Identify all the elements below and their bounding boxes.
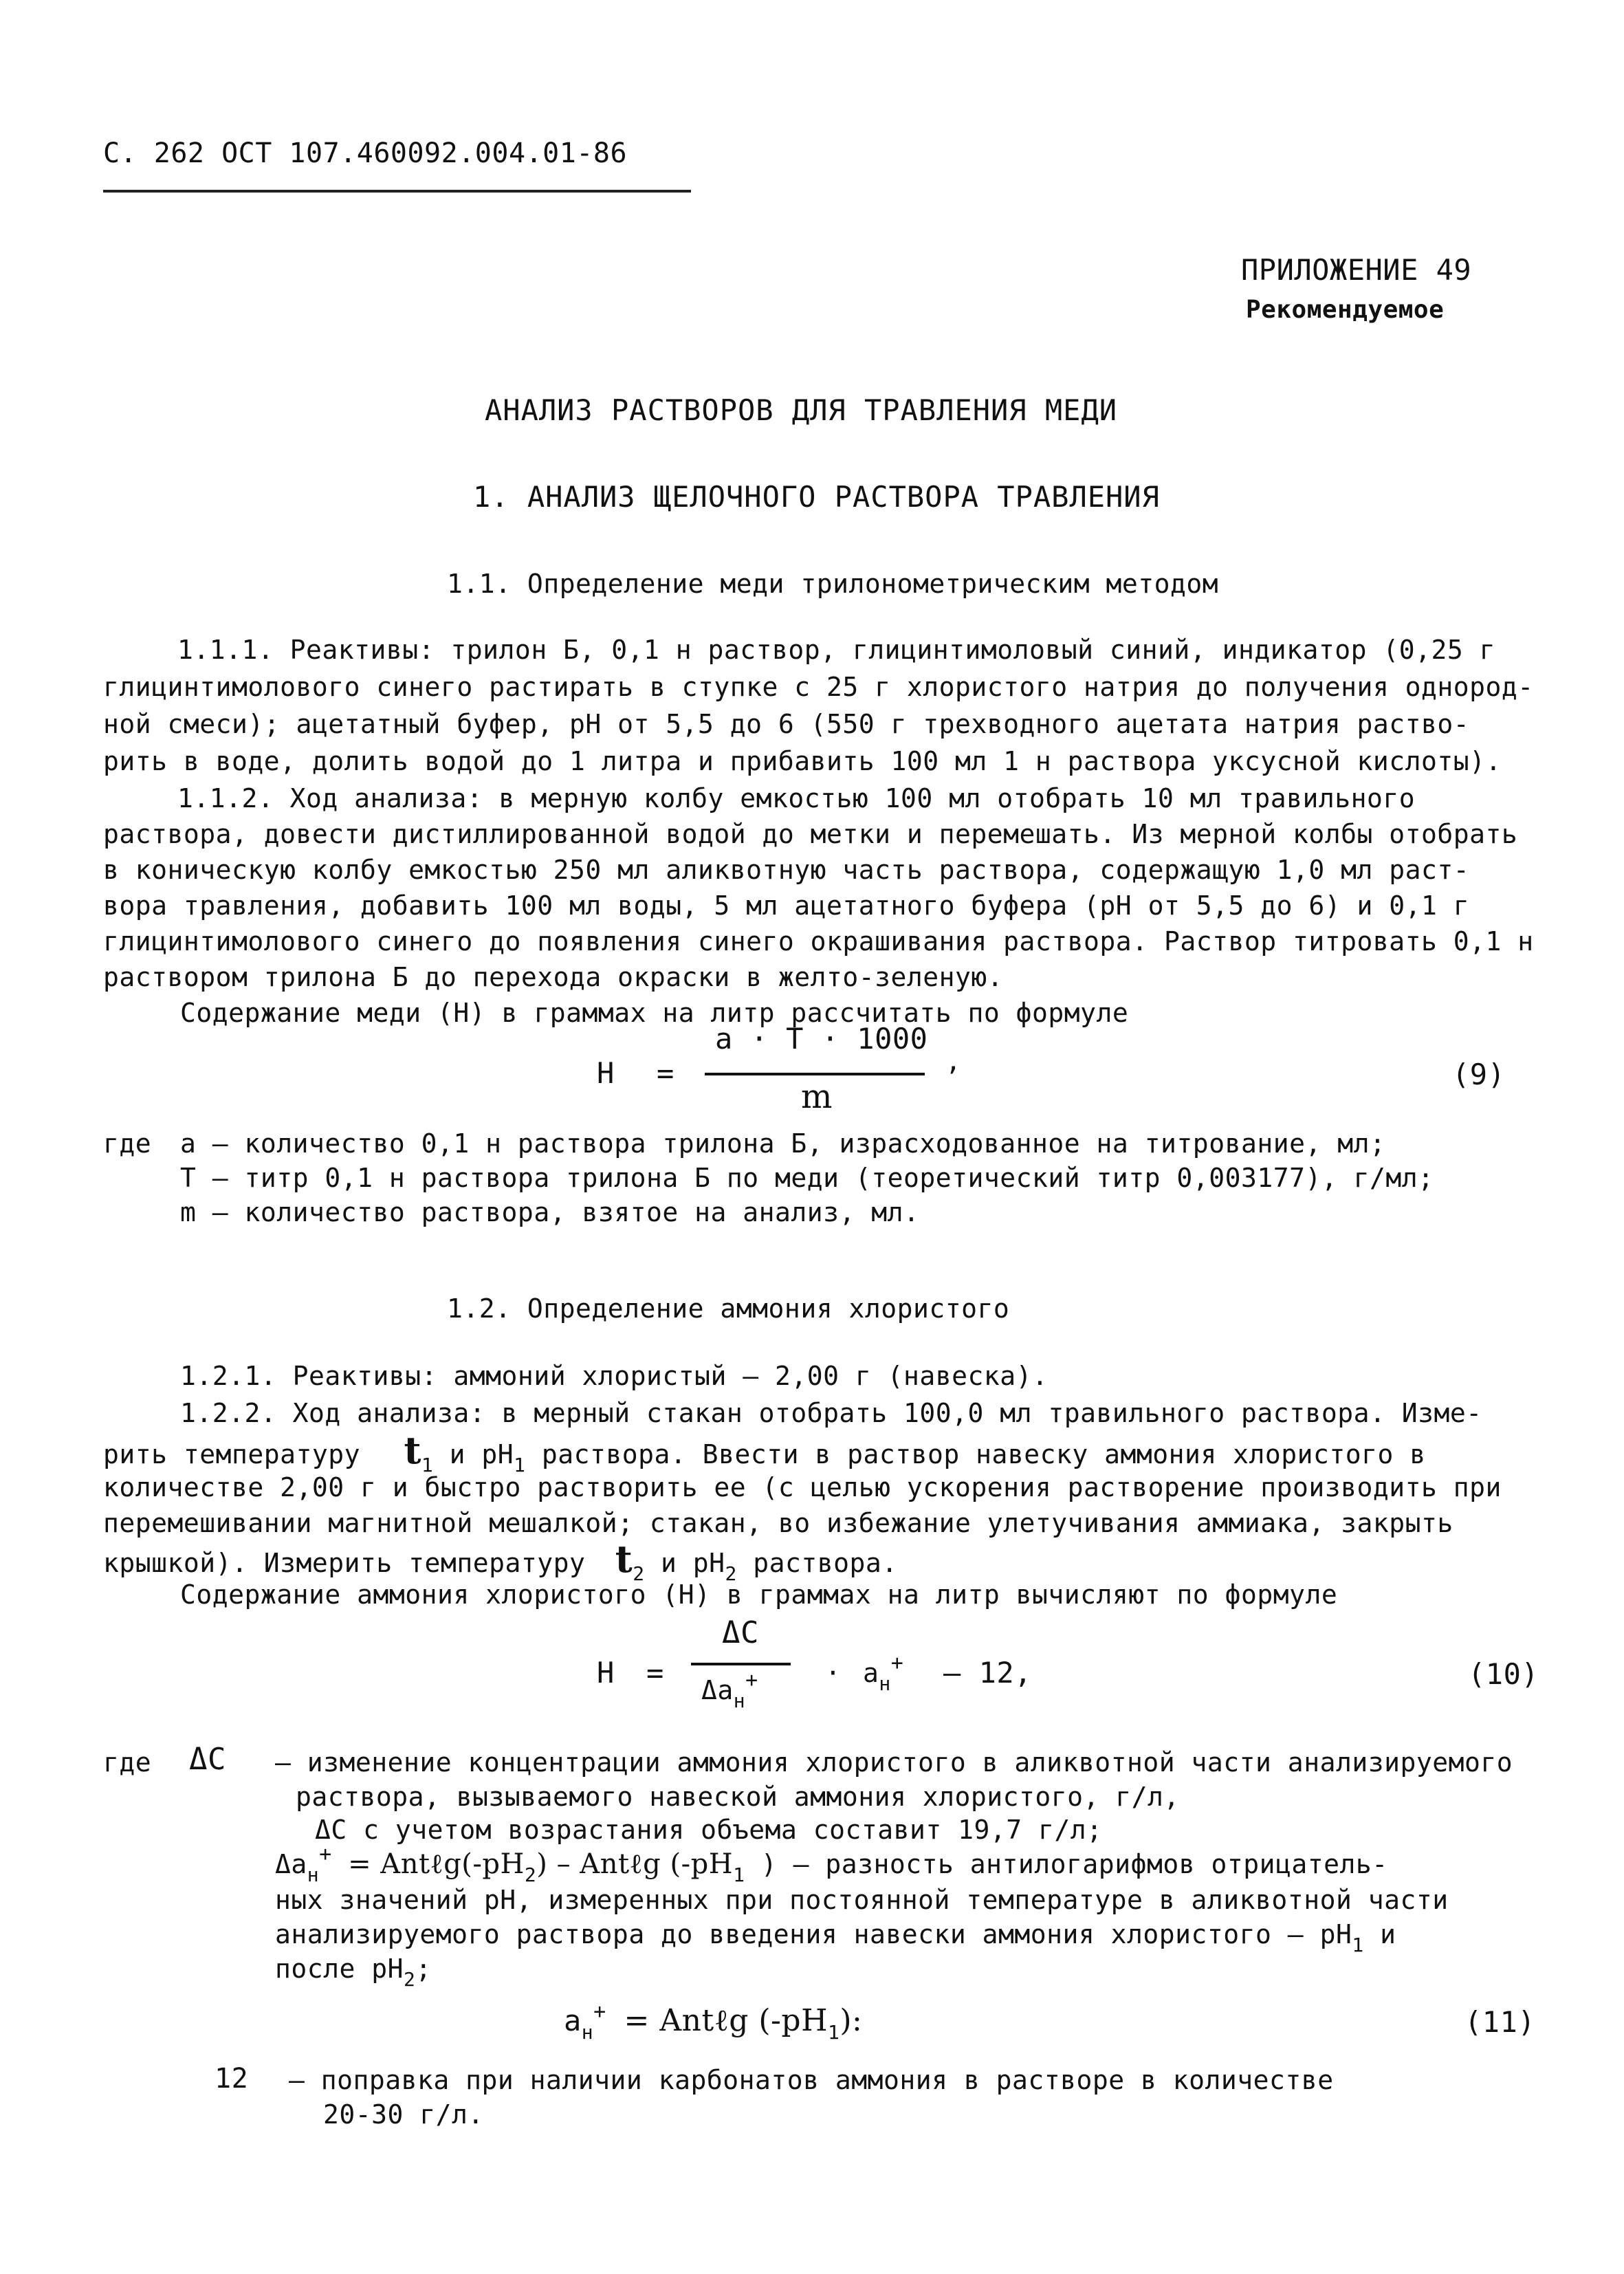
formula-9-numerator: a · T · 1000	[715, 1022, 928, 1056]
para-1-1-1-line: 1.1.1. Реактивы: трилон Б, 0,1 н раствор, глицинтимоловый синий, индикатор (0,25 г	[177, 635, 1495, 665]
page-header-code: С. 262 ОСТ 107.460092.004.01-86	[103, 138, 628, 169]
para-1-2-2-line: перемешивании магнитной мешалкой; стакан, во избежание улетучивания аммиака, закрыть	[103, 1508, 1453, 1538]
where-dc-symbol: ΔC	[189, 1742, 226, 1777]
formula-10-tail: – 12,	[943, 1656, 1032, 1690]
para-1-1-2-line: раствора, довести дистиллированной водой до метки и перемешать. Из мерной колбы отобрать	[103, 819, 1518, 849]
section-1-heading: 1. АНАЛИЗ ЩЕЛОЧНОГО РАСТВОРА ТРАВЛЕНИЯ	[473, 480, 1160, 514]
para-1-1-2-line: 1.1.2. Ход анализа: в мерную колбу емкостью 100 мл отобрать 10 мл травильного	[177, 783, 1416, 813]
where-da-line: анализируемого раствора до введения навески аммония хлористого – $pH_1$ и	[275, 1919, 1396, 1956]
para-1-1-2-line: глицинтимолового синего до появления синего окрашивания раствора. Раствор титровать 0,1 н	[103, 926, 1534, 956]
subsection-1-1-heading: 1.1. Определение меди трилонометрическим методом	[447, 569, 1219, 599]
para-1-1-1-line: ной смеси); ацетатный буфер, pH от 5,5 до 6 (550 г трехводного ацетата натрия раство-	[103, 709, 1470, 739]
para-1-2-2-line: 1.2.2. Ход анализа: в мерный стакан отобрать 100,0 мл травильного раствора. Изме-	[180, 1398, 1482, 1428]
where-da-line: ных значений pH, измеренных при постоянной температуре в аликвотной части	[275, 1885, 1449, 1915]
formula-9-comma: ,	[945, 1046, 962, 1076]
where-dc-line: – изменение концентрации аммония хлористого в аликвотной части анализируемого	[275, 1747, 1513, 1778]
where-word: где	[103, 1128, 152, 1159]
formula-11-number: (11)	[1464, 2005, 1536, 2039]
where-dc-line: ΔC с учетом возрастания объема составит 19,7 г/л;	[315, 1815, 1103, 1845]
para-1-2-2-line: рить температуру $t_1$ и $pH_1$ раствора. Ввести в раствор навеску аммония хлористого в	[103, 1428, 1426, 1476]
correction-line: – поправка при наличии карбонатов аммония в растворе в количестве	[289, 2065, 1334, 2095]
formula-9-lhs: H	[597, 1056, 615, 1090]
formula-10-intro: Содержание аммония хлористого (H) в граммах на литр вычисляют по формуле	[180, 1579, 1338, 1610]
para-1-2-2-line: количестве 2,00 г и быстро растворить ее (с целью ускорения растворение производить при	[103, 1472, 1502, 1502]
para-1-1-2-line: в коническую колбу емкостью 250 мл аликвотную часть раствора, содержащую 1,0 мл раст-	[103, 855, 1470, 885]
formula-9-denominator: m	[801, 1078, 833, 1116]
formula-10-dot: ·	[825, 1658, 842, 1688]
formula-10-numerator: ΔC	[722, 1615, 759, 1650]
formula-10-lhs: H	[597, 1656, 615, 1690]
document-title: АНАЛИЗ РАСТВОРОВ ДЛЯ ТРАВЛЕНИЯ МЕДИ	[485, 393, 1118, 427]
where-item-t: T – титр 0,1 н раствора трилона Б по меди (теоретический титр 0,003177), г/мл;	[180, 1163, 1434, 1193]
formula-11: $a_н^+$ = Antℓg $(-pH_1)$:	[564, 2000, 863, 2044]
where-da-line: после $pH_2$;	[275, 1954, 432, 1991]
formula-10-a: $a_н^+$	[863, 1651, 904, 1695]
where-item-a: a – количество 0,1 н раствора трилона Б, израсходованное на титрование, мл;	[180, 1128, 1386, 1159]
para-1-1-1-line: глицинтимолового синего растирать в ступке с 25 г хлористого натрия до получения однород-	[103, 672, 1534, 702]
appendix-label: ПРИЛОЖЕНИЕ 49	[1241, 253, 1472, 287]
where-item-m: m – количество раствора, взятое на анализ, мл.	[180, 1197, 920, 1227]
correction-line: 20-30 г/л.	[323, 2099, 484, 2130]
where-word: где	[103, 1747, 152, 1778]
formula-9-fraction-bar	[705, 1073, 925, 1075]
formula-10-fraction-bar	[691, 1663, 791, 1665]
formula-9-number: (9)	[1452, 1058, 1506, 1091]
formula-10-equals: =	[646, 1656, 664, 1690]
where-da-line: $\Delta a_н^+$ = $Ant\ell g(-pH_2)$ – Antℓg ($-pH_1$ ) – разность антилогарифмов отрицатель-	[275, 1842, 1388, 1886]
appendix-status: Рекомендуемое	[1246, 296, 1445, 324]
header-underline	[103, 190, 691, 193]
para-1-1-1-line: рить в воде, долить водой до 1 литра и прибавить 100 мл 1 н раствора уксусной кислоты).	[103, 746, 1502, 776]
para-1-1-2-line: вора травления, добавить 100 мл воды, 5 мл ацетатного буфера (pH от 5,5 до 6) и 0,1 г	[103, 890, 1470, 921]
formula-9-intro: Содержание меди (H) в граммах на литр рассчитать по формуле	[180, 998, 1129, 1028]
para-1-1-2-line: раствором трилона Б до перехода окраски в желто-зеленую.	[103, 962, 1004, 992]
where-dc-line: раствора, вызываемого навеской аммония хлористого, г/л,	[296, 1782, 1180, 1812]
formula-10-number: (10)	[1468, 1657, 1539, 1691]
subsection-1-2-heading: 1.2. Определение аммония хлористого	[447, 1293, 1010, 1324]
correction-number: 12	[215, 2063, 249, 2095]
formula-9-equals: =	[657, 1056, 674, 1090]
para-1-2-1: 1.2.1. Реактивы: аммоний хлористый – 2,00 г (навеска).	[180, 1361, 1049, 1391]
para-1-2-2-line: крышкой). Измерить температуру $t_2$ и $pH_2$ раствора.	[103, 1537, 898, 1585]
formula-10-denominator: $\Delta a_н^+$	[701, 1668, 758, 1712]
